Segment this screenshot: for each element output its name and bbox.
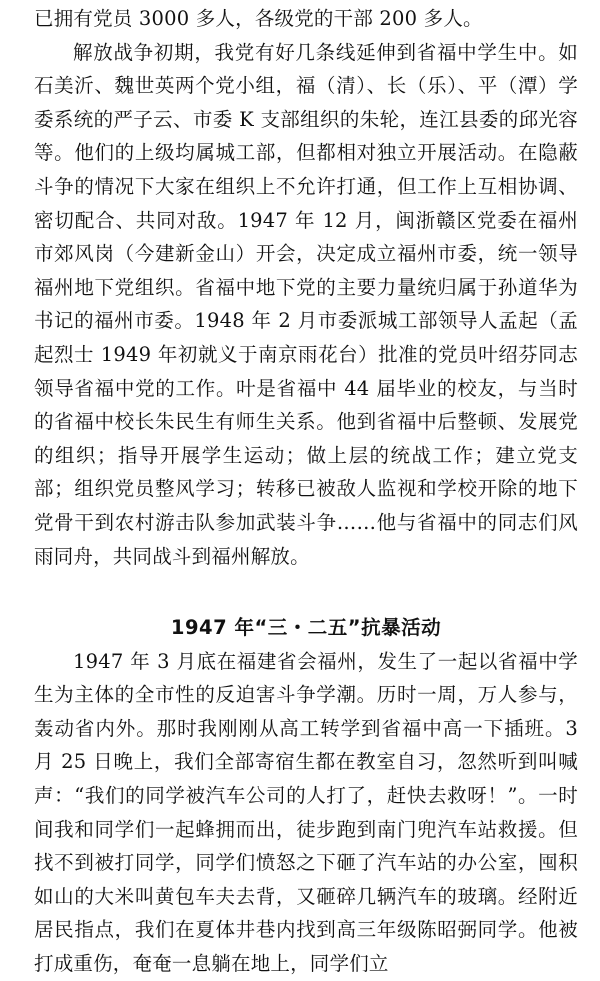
document-page	[34, 2, 578, 981]
section-title: 1947 年“三・二五”抗暴活动	[170, 616, 442, 640]
paragraph-march-25-protest: 1947 年 3 月底在福建省会福州，发生了一起以省福中学生为主体的全市性的反迫害斗争学潮。历时一周，万人参与，轰动省内外。那时我刚刚从高工转学到省福中高一下插班。3 月 25 日晚上，我们全部寄宿生都在教室自习，忽然听到叫喊声：“我们的同学被汽车公司的人打了，赶快去救呀！”。一时间我和同学们一起蜂拥而出，徒步跑到南门兜汽车站救援。但找不到被打同学，同学们愤怒之下砸了汽车站的办公室，囤积如山的大米叫黄包车夫去背，又砸碎几辆汽车的玻璃。经附近居民指点，我们在夏体井巷内找到高三年级陈昭弼同学。他被打成重伤，奄奄一息躺在地上，同学们立	[34, 649, 578, 976]
paragraph-continued: 已拥有党员 3000 多人，各级党的干部 200 多人。	[34, 7, 483, 30]
paragraph-underground-party: 解放战争初期，我党有好几条线延伸到省福中学生中。如石美沂、魏世英两个党小组，福（清）、长（乐）、平（潭）学委系统的严子云、市委 K 支部组织的朱轮，连江县委的邱光容等。他们的上级均属城工部，但都相对独立开展活动。在隐蔽斗争的情况下大家在组织上不允许打通，但工作上互相协调、密切配合、共同对敌。1947 年 12 月，闽浙赣区党委在福州市郊风岗（今建新金山）开会，决定成立福州市委，统一领导福州地下党组织。省福中地下党的主要力量统归属于孙道华为书记的福州市委。1948 年 2 月市委派城工部领导人孟起（孟起烈士 1949 年初就义于南京雨花台）批准的党员叶绍芬同志领导省福中党的工作。叶是省福中 44 届毕业的校友，与当时的省福中校长朱民生有师生关系。他到省福中后整顿、发展党的组织；指导开展学生运动；做上层的统战工作；建立党支部；组织党员整风学习；转移已被敌人监视和学校开除的地下党骨干到农村游击队参加武装斗争……他与省福中的同志们风雨同舟，共同战斗到福州解放。	[34, 40, 578, 568]
